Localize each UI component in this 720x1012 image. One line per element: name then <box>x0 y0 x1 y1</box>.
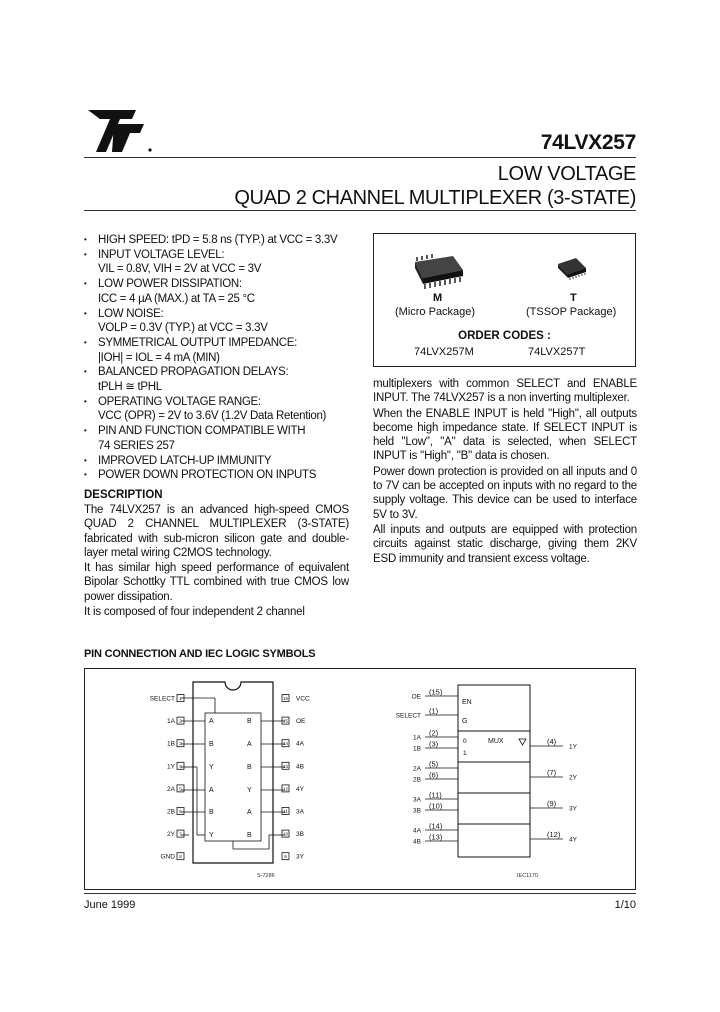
package-box <box>373 233 636 367</box>
iec-input-label: 2B <box>413 776 421 784</box>
pin-number-left: 7 <box>179 831 182 837</box>
footer-page-number: 1/10 <box>614 899 636 911</box>
iec-output-number: (4) <box>547 737 557 746</box>
pin-number-right: 12 <box>282 786 289 792</box>
subtitle-line2: QUAD 2 CHANNEL MULTIPLEXER (3-STATE) <box>234 187 636 209</box>
st-logo <box>84 106 154 156</box>
iec-output-number: (12) <box>547 830 561 839</box>
iec-output-label: 2Y <box>569 774 577 782</box>
iec-input-number: (1) <box>429 706 439 716</box>
feature-detail: tPLH ≅ tPHL <box>98 381 162 394</box>
iec-output-label: 3Y <box>569 805 577 813</box>
iec-en-label: EN <box>462 699 472 706</box>
iec-input-label: 1A <box>413 734 421 742</box>
feature-item: • LOW POWER DISSIPATION: <box>84 277 364 292</box>
pin-number-left: 3 <box>179 741 182 747</box>
iec-input-number: (15) <box>429 687 443 697</box>
iec-input-label: 2A <box>413 765 421 773</box>
svg-text:A: A <box>247 741 252 748</box>
description-paragraph: multiplexers with common SELECT and ENABLE INPUT. The 74LVX257 is a non inverting multiplexer. <box>373 378 637 405</box>
iec-input-label: 4B <box>413 838 421 846</box>
svg-text:Y: Y <box>247 787 252 794</box>
feature-item: • HIGH SPEED: tPD = 5.8 ns (TYP.) at VCC = 3.3V <box>84 233 364 248</box>
pin-label-right: 3B <box>296 831 304 839</box>
pin-label-right: 3A <box>296 808 304 816</box>
pin-number-left: 4 <box>179 763 182 769</box>
pin-diagrams <box>85 669 637 891</box>
package-m-letter: M <box>433 292 443 304</box>
pin-label-right: 3Y <box>296 853 304 861</box>
iec-mux-label: MUX <box>488 738 504 745</box>
package-m-caption: (Micro Package) <box>395 306 476 318</box>
part-number: 74LVX257 <box>540 131 636 154</box>
svg-text:B: B <box>209 809 214 816</box>
description-paragraph: It is composed of four independent 2 channel <box>84 606 305 619</box>
svg-text:Y: Y <box>209 832 214 839</box>
feature-item: • OPERATING VOLTAGE RANGE: <box>84 395 364 410</box>
three-state-icon <box>519 739 526 745</box>
subtitle-line1: LOW VOLTAGE <box>497 163 636 185</box>
pin-label-left: 2A <box>167 785 175 793</box>
iec-input-number: (6) <box>429 770 439 780</box>
iec-input-number: (14) <box>429 821 443 831</box>
iec-code: IEC1170 <box>517 873 538 879</box>
svg-text:Y: Y <box>209 764 214 771</box>
iec-one-mark: 1 <box>463 750 467 757</box>
pin-label-right: VCC <box>296 695 310 703</box>
header-rule <box>84 157 636 158</box>
pin-number-right: 16 <box>282 696 289 701</box>
pin-number-left: 5 <box>179 786 182 792</box>
pin-number-right: 15 <box>282 718 289 724</box>
order-code-t: 74LVX257T <box>528 346 586 358</box>
description-left-column <box>84 503 349 620</box>
svg-text:A: A <box>247 809 252 816</box>
feature-item: • INPUT VOLTAGE LEVEL: <box>84 248 364 263</box>
tssop-package-image <box>554 254 588 280</box>
iec-input-label: 3A <box>413 796 421 804</box>
description-paragraph: The 74LVX257 is an advanced high-speed CMOS QUAD 2 CHANNEL MULTIPLEXER (3-STATE) fabricated with sub-micron silicon gate and double-layer metal wiring C2MOS technology. <box>84 504 349 559</box>
pin-number-right: 9 <box>284 854 287 860</box>
feature-item: • BALANCED PROPAGATION DELAYS: <box>84 365 364 380</box>
dip-internal-letters <box>209 718 252 839</box>
feature-item: • IMPROVED LATCH-UP IMMUNITY <box>84 454 364 469</box>
feature-detail: VOLP = 0.3V (TYP.) at VCC = 3.3V <box>98 322 268 335</box>
pin-label-right: 4A <box>296 740 304 748</box>
feature-detail: VCC (OPR) = 2V to 3.6V (1.2V Data Retention) <box>98 410 327 423</box>
pin-number-left: 2 <box>179 718 182 724</box>
description-right-column <box>373 377 637 567</box>
iec-input-number: (2) <box>429 728 439 738</box>
pin-label-left: GND <box>160 853 175 861</box>
footer-date: June 1999 <box>84 899 136 911</box>
feature-item: • LOW NOISE: <box>84 307 364 322</box>
description-paragraph: It has similar high speed performance of equivalent Bipolar Schottky TTL combined with true CMOS low power dissipation. <box>84 562 349 603</box>
feature-detail: 74 SERIES 257 <box>98 439 175 452</box>
svg-text:B: B <box>209 741 214 748</box>
iec-output-number: (9) <box>547 799 557 808</box>
order-code-m: 74LVX257M <box>414 346 474 358</box>
so-package-image <box>409 254 465 290</box>
feature-item: • SYMMETRICAL OUTPUT IMPEDANCE: <box>84 336 364 351</box>
iec-input-label: 4A <box>413 827 421 835</box>
iec-output-label: 4Y <box>569 836 577 844</box>
package-t-letter: T <box>570 292 577 304</box>
pin-number-right: 11 <box>283 809 288 814</box>
feature-detail: VIL = 0.8V, VIH = 2V at VCC = 3V <box>98 263 262 276</box>
pin-label-right: 4B <box>296 763 304 771</box>
pin-number-left: 8 <box>179 854 182 860</box>
pin-label-left: 2B <box>167 808 175 816</box>
pin-label-left: 1Y <box>167 763 175 771</box>
iec-input-number: (13) <box>429 832 443 842</box>
pin-number-right: 10 <box>282 831 289 837</box>
iec-input-number: (3) <box>429 739 439 749</box>
pin-number-left: 6 <box>179 809 182 814</box>
pin-label-left: 2Y <box>167 831 175 839</box>
iec-input-label: OE <box>411 693 421 701</box>
iec-input-number: (5) <box>429 759 439 769</box>
pin-label-right: 4Y <box>296 785 304 793</box>
description-paragraph: When the ENABLE INPUT is held "High", all outputs become high impedance state. If SELECT INPUT is held "Low", "A" data is selected, when SELECT INPUT is "High", "B" data is chosen. <box>373 407 637 463</box>
svg-text:A: A <box>209 718 214 725</box>
pin-section-heading: PIN CONNECTION AND IEC LOGIC SYMBOLS <box>84 648 316 660</box>
pin-diagram-box <box>84 668 636 890</box>
dip-internal-wiring <box>181 698 285 849</box>
iec-input-label: SELECT <box>395 712 421 720</box>
subtitle-rule <box>84 210 636 211</box>
iec-input-number: (11) <box>429 790 442 800</box>
feature-list <box>84 233 364 483</box>
iec-g-label: G <box>462 718 468 725</box>
description-heading: DESCRIPTION <box>84 489 163 501</box>
description-paragraph: All inputs and outputs are equipped with protection circuits against static discharge, giving them 2KV ESD immunity and transient excess voltage. <box>373 523 637 565</box>
package-t-caption: (TSSOP Package) <box>526 306 617 318</box>
feature-detail: ICC = 4 µA (MAX.) at TA = 25 °C <box>98 292 255 305</box>
footer-rule <box>84 893 636 894</box>
pin-number-right: 14 <box>282 741 289 747</box>
svg-text:B: B <box>247 718 252 725</box>
order-codes-heading: ORDER CODES : <box>458 330 551 342</box>
pin-number-right: 13 <box>282 763 289 769</box>
iec-output-label: 1Y <box>569 743 577 751</box>
pin-label-left: SELECT <box>149 695 175 703</box>
iec-input-label: 3B <box>413 807 421 815</box>
iec-zero-mark: 0 <box>463 738 467 745</box>
iec-input-number: (10) <box>429 801 443 811</box>
svg-text:B: B <box>247 832 252 839</box>
svg-text:A: A <box>209 787 214 794</box>
feature-detail: |IOH| = IOL = 4 mA (MIN) <box>98 351 220 364</box>
feature-item: • PIN AND FUNCTION COMPATIBLE WITH <box>84 424 364 439</box>
pin-label-right: OE <box>296 718 306 726</box>
description-paragraph: Power down protection is provided on all inputs and 0 to 7V can be accepted on inputs with no regard to the supply voltage. This device can be used to interface 5V to 3V. <box>373 465 637 521</box>
pin-label-left: 1A <box>167 718 175 726</box>
iec-input-label: 1B <box>413 745 421 753</box>
svg-text:B: B <box>247 764 252 771</box>
pin-label-left: 1B <box>167 740 175 748</box>
feature-item: • POWER DOWN PROTECTION ON INPUTS <box>84 468 364 483</box>
iec-output-number: (7) <box>547 768 557 777</box>
iec-symbol-outline <box>458 685 530 857</box>
pinout-code: S-7286 <box>257 873 275 879</box>
pin-number-left: 1 <box>179 696 182 701</box>
